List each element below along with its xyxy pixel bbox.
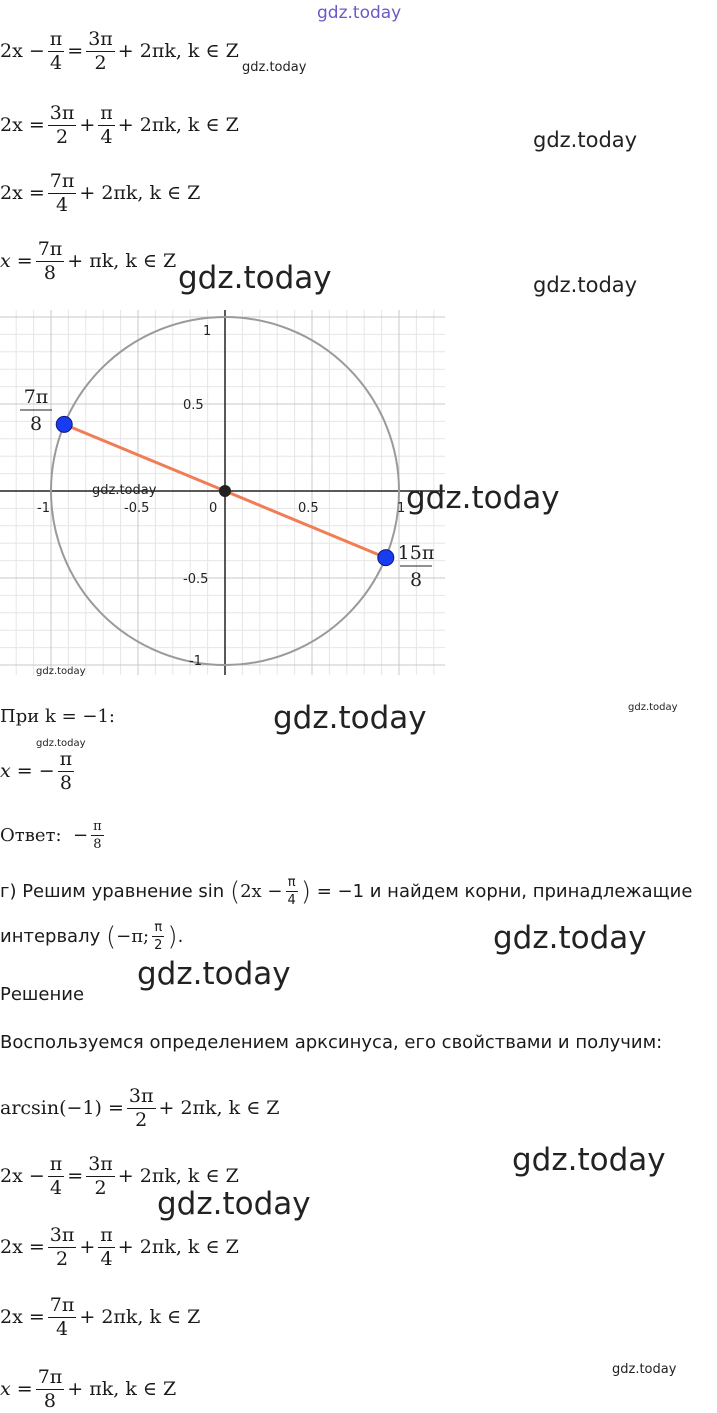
expr: 2πk, k ∈ Z bbox=[139, 1165, 239, 1187]
equation-3 bbox=[0, 172, 200, 215]
expr: 2x bbox=[0, 40, 23, 62]
use-definition-text: Воспользуемся определением арксинуса, его свойствами и получим: bbox=[0, 1032, 663, 1053]
fraction: $\frac{3\pi}{2}$ bbox=[49, 102, 75, 148]
plus-sign: + bbox=[79, 114, 96, 136]
watermark: gdz.today bbox=[628, 702, 678, 713]
watermark: gdz.today bbox=[36, 666, 86, 677]
watermark: gdz.today bbox=[242, 60, 307, 75]
equals-sign: = bbox=[67, 1165, 84, 1187]
plus-sign: + bbox=[67, 1378, 84, 1400]
fraction: $\frac{7\pi}{8}$ bbox=[37, 1366, 63, 1412]
answer bbox=[0, 820, 107, 851]
expr: 2πk, k ∈ Z bbox=[101, 1306, 201, 1328]
minus-sign: − bbox=[28, 1165, 45, 1187]
interval-end: . bbox=[177, 925, 184, 947]
y-tick-label: -0.5 bbox=[183, 572, 209, 587]
watermark: gdz.today bbox=[533, 273, 638, 297]
expr: 2x bbox=[0, 114, 23, 136]
watermark: gdz.today bbox=[493, 920, 647, 956]
expr: x bbox=[0, 1378, 11, 1400]
equals-sign: = bbox=[28, 1236, 45, 1258]
watermark: gdz.today bbox=[512, 1142, 666, 1178]
equals-sign: = bbox=[16, 1378, 33, 1400]
task-g: г) Решим уравнение sin ( 2x − $\frac{\pi}{4}$ ) = −1 и найдем корни, принадлежащие bbox=[0, 875, 693, 908]
origin-point bbox=[219, 485, 231, 497]
data-point bbox=[378, 550, 394, 566]
expr: 2x bbox=[0, 182, 23, 204]
expr: πk, k ∈ Z bbox=[89, 1378, 177, 1400]
y-tick-label: 0.5 bbox=[183, 398, 204, 413]
watermark: gdz.today bbox=[36, 738, 86, 749]
expr: x bbox=[0, 250, 11, 272]
unit-circle-chart bbox=[0, 305, 460, 685]
fraction: $\frac{\pi}{8}$ bbox=[59, 748, 73, 794]
task-g-inner: 2x − bbox=[240, 880, 283, 902]
fraction: $\frac{\pi}{2}$ bbox=[154, 920, 163, 953]
equation-2 bbox=[0, 104, 239, 147]
minus-sign: − bbox=[72, 824, 89, 846]
y-tick-label: -1 bbox=[189, 654, 202, 669]
equation-7 bbox=[0, 1226, 239, 1269]
fraction: $\frac{\pi}{4}$ bbox=[287, 875, 296, 908]
expr: 2πk, k ∈ Z bbox=[180, 1097, 280, 1119]
data-point bbox=[56, 416, 72, 432]
x-tick-label: 0 bbox=[209, 501, 218, 516]
plus-sign: + bbox=[117, 1165, 134, 1187]
equation-9 bbox=[0, 1368, 176, 1411]
minus-sign: − bbox=[38, 760, 55, 782]
watermark: gdz.today bbox=[317, 3, 402, 23]
watermark: gdz.today bbox=[157, 1186, 311, 1222]
fraction: $\frac{3\pi}{2}$ bbox=[128, 1085, 154, 1131]
fraction: $\frac{\pi}{4}$ bbox=[100, 1224, 113, 1270]
plus-sign: + bbox=[79, 1306, 96, 1328]
x-tick-label: 0.5 bbox=[298, 501, 319, 516]
expr: 2πk, k ∈ Z bbox=[139, 40, 239, 62]
equals-sign: = bbox=[16, 250, 33, 272]
expr: 2πk, k ∈ Z bbox=[101, 182, 201, 204]
watermark: gdz.today bbox=[612, 1362, 677, 1377]
x-tick-label: -1 bbox=[37, 501, 50, 516]
fraction: $\frac{\pi}{4}$ bbox=[49, 28, 63, 74]
plus-sign: + bbox=[79, 1236, 96, 1258]
equals-sign: = bbox=[28, 114, 45, 136]
fraction: $\frac{\pi}{4}$ bbox=[100, 102, 113, 148]
x-tick-label: -0.5 bbox=[124, 501, 150, 516]
watermark: gdz.today bbox=[137, 956, 291, 992]
expr: 2πk, k ∈ Z bbox=[139, 114, 239, 136]
equals-sign: = bbox=[67, 40, 84, 62]
equation-arcsin bbox=[0, 1087, 280, 1130]
expr: 2x bbox=[0, 1165, 23, 1187]
solution-heading: Решение bbox=[0, 984, 85, 1005]
interval-prefix: интервалу bbox=[0, 925, 101, 947]
arcsin-expr: arcsin(−1) = bbox=[0, 1097, 124, 1119]
answer-label: Ответ: bbox=[0, 824, 62, 846]
equation-8 bbox=[0, 1296, 200, 1339]
plus-sign: + bbox=[158, 1097, 175, 1119]
expr: x bbox=[0, 760, 11, 782]
interval-line: интервалу ( −π; $\frac{\pi}{2}$ ) . bbox=[0, 920, 184, 953]
watermark: gdz.today bbox=[178, 260, 332, 296]
fraction: $\frac{7\pi}{4}$ bbox=[49, 1294, 75, 1340]
y-tick-label: 1 bbox=[203, 324, 212, 339]
equals-sign: = bbox=[28, 182, 45, 204]
point-label-numerator: 7π bbox=[23, 386, 49, 408]
equals-sign: = bbox=[16, 760, 33, 782]
task-g-suffix: = −1 и найдем корни, принадлежащие bbox=[316, 880, 693, 902]
minus-sign: − bbox=[28, 40, 45, 62]
point-label-denominator: 8 bbox=[409, 569, 423, 591]
task-g-prefix: г) Решим уравнение sin bbox=[0, 880, 225, 902]
equation-5 bbox=[0, 750, 77, 793]
fraction: $\frac{\pi}{8}$ bbox=[93, 819, 102, 852]
watermark: gdz.today bbox=[92, 483, 157, 498]
fraction: $\frac{\pi}{4}$ bbox=[49, 1153, 63, 1199]
equals-sign: = bbox=[28, 1306, 45, 1328]
point-label-denominator: 8 bbox=[29, 413, 43, 435]
fraction: $\frac{3\pi}{2}$ bbox=[88, 1153, 113, 1199]
watermark: gdz.today bbox=[273, 700, 427, 736]
equation-1 bbox=[0, 30, 239, 73]
plus-sign: + bbox=[117, 114, 134, 136]
expr: πk, k ∈ Z bbox=[89, 250, 177, 272]
fraction: $\frac{3\pi}{2}$ bbox=[88, 28, 113, 74]
plus-sign: + bbox=[117, 1236, 134, 1258]
equation-4 bbox=[0, 240, 176, 283]
fraction: $\frac{3\pi}{2}$ bbox=[49, 1224, 75, 1270]
plus-sign: + bbox=[67, 250, 84, 272]
expr: 2πk, k ∈ Z bbox=[139, 1236, 239, 1258]
watermark: gdz.today bbox=[533, 128, 638, 152]
case-k-label: При k = −1: bbox=[0, 706, 115, 727]
fraction: $\frac{7\pi}{8}$ bbox=[37, 238, 63, 284]
x-tick-label: 1 bbox=[397, 501, 406, 516]
plus-sign: + bbox=[117, 40, 134, 62]
interval-inner: −π; bbox=[116, 925, 150, 947]
fraction: $\frac{7\pi}{4}$ bbox=[49, 170, 75, 216]
expr: 2x bbox=[0, 1306, 23, 1328]
watermark: gdz.today bbox=[406, 480, 560, 516]
expr: 2x bbox=[0, 1236, 23, 1258]
plus-sign: + bbox=[79, 182, 96, 204]
point-label-numerator: 15π bbox=[397, 542, 435, 564]
